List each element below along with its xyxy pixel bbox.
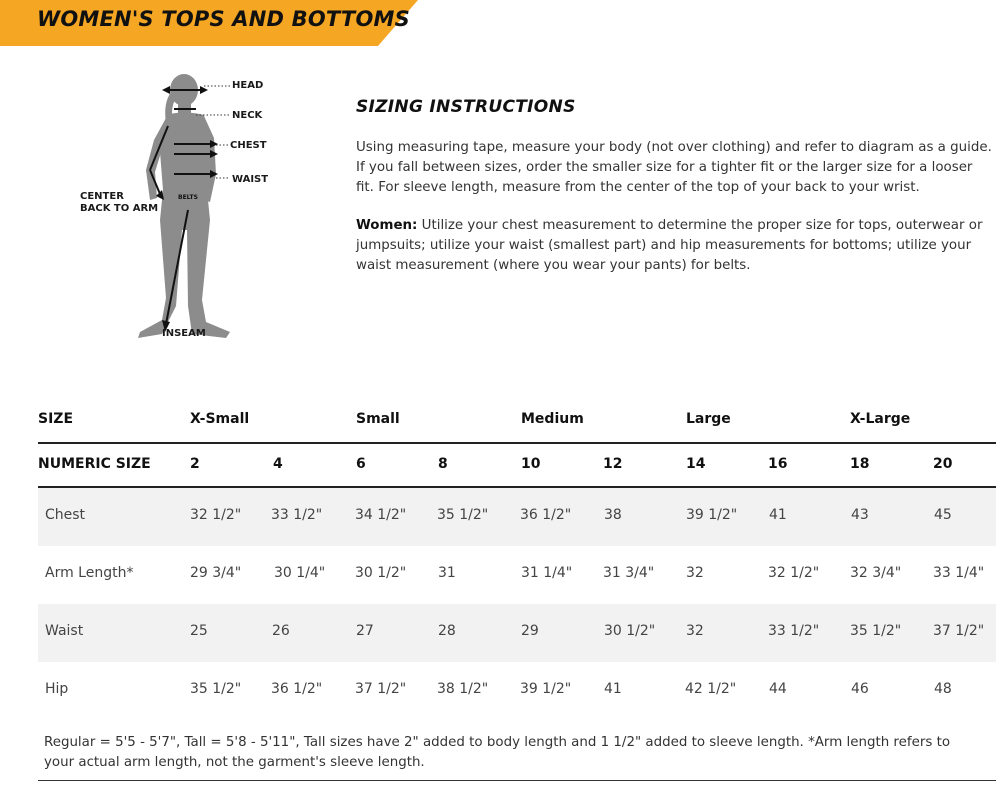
instructions-paragraph-1: Using measuring tape, measure your body (not over clothing) and refer to diagram as a guide. If you fall between sizes, order the smaller size for a tighter fit or the larger size for a looser fit. For sleeve length, measure from the center of the top of your back to your wrist. [356, 140, 992, 195]
table-cell: 32 [686, 565, 704, 581]
table-cell: 29 3/4" [190, 565, 242, 581]
table-cell: 30 1/2" [355, 565, 407, 581]
inseam-label: INSEAM [162, 328, 206, 339]
row-label: Chest [45, 507, 86, 523]
table-cell: 33 1/2" [768, 623, 820, 639]
table-cell: 33 1/2" [271, 507, 323, 523]
numeric-size-cell: 16 [768, 456, 788, 472]
table-cell: 46 [851, 681, 869, 697]
numeric-size-header: NUMERIC SIZE [38, 456, 151, 472]
woman-silhouette [70, 70, 300, 360]
numeric-size-cell: 10 [521, 456, 541, 472]
table-row-arm-length [38, 546, 996, 604]
table-row-hip [38, 662, 996, 720]
row-label: Waist [45, 623, 84, 639]
table-cell: 25 [190, 623, 208, 639]
table-cell: 32 1/2" [768, 565, 820, 581]
row-label: Hip [45, 681, 69, 697]
table-cell: 45 [934, 507, 952, 523]
table-cell: 27 [356, 623, 374, 639]
numeric-size-cell: 14 [686, 456, 706, 472]
table-cell: 41 [604, 681, 622, 697]
table-cell: 48 [934, 681, 952, 697]
chest-label: CHEST [230, 140, 267, 151]
table-cell: 31 [438, 565, 456, 581]
table-cell: 38 1/2" [437, 681, 489, 697]
footnote: Regular = 5'5 - 5'7", Tall = 5'8 - 5'11", Tall sizes have 2" added to body length and 1 1/2" added to sleeve length. *Arm length refers to your actual arm length, not the garment's sleeve length. [44, 735, 951, 770]
table-cell: 37 1/2" [355, 681, 407, 697]
numeric-size-row [38, 442, 996, 486]
table-cell: 35 1/2" [190, 681, 242, 697]
size-xlarge: X-Large [850, 411, 911, 427]
table-row-waist [38, 604, 996, 662]
table-cell: 33 1/4" [933, 565, 985, 581]
neck-label: NECK [232, 110, 263, 121]
waist-label: WAIST [232, 174, 269, 185]
table-row-chest [38, 488, 996, 546]
center-back-label-line1: CENTER [80, 191, 124, 202]
numeric-size-cell: 18 [850, 456, 870, 472]
women-lead: Women: [356, 218, 418, 233]
measurement-figure [70, 70, 300, 360]
bottom-divider [38, 780, 996, 781]
size-small: Small [356, 411, 400, 427]
table-cell: 35 1/2" [850, 623, 902, 639]
size-large: Large [686, 411, 731, 427]
table-cell: 34 1/2" [355, 507, 407, 523]
table-cell: 32 1/2" [190, 507, 242, 523]
table-cell: 32 [686, 623, 704, 639]
table-cell: 29 [521, 623, 539, 639]
numeric-size-cell: 6 [356, 456, 366, 472]
numeric-size-cell: 8 [438, 456, 448, 472]
table-cell: 36 1/2" [271, 681, 323, 697]
table-cell: 31 3/4" [603, 565, 655, 581]
table-cell: 30 1/4" [274, 565, 326, 581]
table-cell: 44 [769, 681, 787, 697]
size-header: SIZE [38, 411, 74, 427]
table-cell: 30 1/2" [604, 623, 656, 639]
table-cell: 42 1/2" [685, 681, 737, 697]
table-cell: 41 [769, 507, 787, 523]
instructions-paragraph-2 [356, 216, 992, 276]
table-cell: 39 1/2" [520, 681, 572, 697]
numeric-size-cell: 20 [933, 456, 953, 472]
table-cell: 37 1/2" [933, 623, 985, 639]
women-text: Utilize your chest measurement to determine the proper size for tops, outerwear or jumpsuits; utilize your waist (smallest part) and hip measurements for bottoms; utilize your waist measurement (where you wear your pants) for belts. [356, 218, 983, 273]
row-label: Arm Length* [45, 565, 134, 581]
belts-label: BELTS [178, 194, 198, 201]
instructions-title: SIZING INSTRUCTIONS [356, 97, 576, 117]
table-cell: 35 1/2" [437, 507, 489, 523]
table-cell: 39 1/2" [686, 507, 738, 523]
table-cell: 26 [272, 623, 290, 639]
page-title: WOMEN'S TOPS AND BOTTOMS [37, 7, 410, 31]
size-header-row [38, 398, 996, 442]
head-label: HEAD [232, 80, 264, 91]
table-cell: 32 3/4" [850, 565, 902, 581]
numeric-size-cell: 12 [603, 456, 623, 472]
table-cell: 31 1/4" [521, 565, 573, 581]
table-cell: 43 [851, 507, 869, 523]
header-banner [0, 0, 1000, 46]
numeric-size-cell: 2 [190, 456, 200, 472]
size-xsmall: X-Small [190, 411, 250, 427]
table-cell: 38 [604, 507, 622, 523]
center-back-label-line2: BACK TO ARM [80, 203, 159, 214]
numeric-size-cell: 4 [273, 456, 283, 472]
size-medium: Medium [521, 411, 584, 427]
table-cell: 36 1/2" [520, 507, 572, 523]
table-cell: 28 [438, 623, 456, 639]
